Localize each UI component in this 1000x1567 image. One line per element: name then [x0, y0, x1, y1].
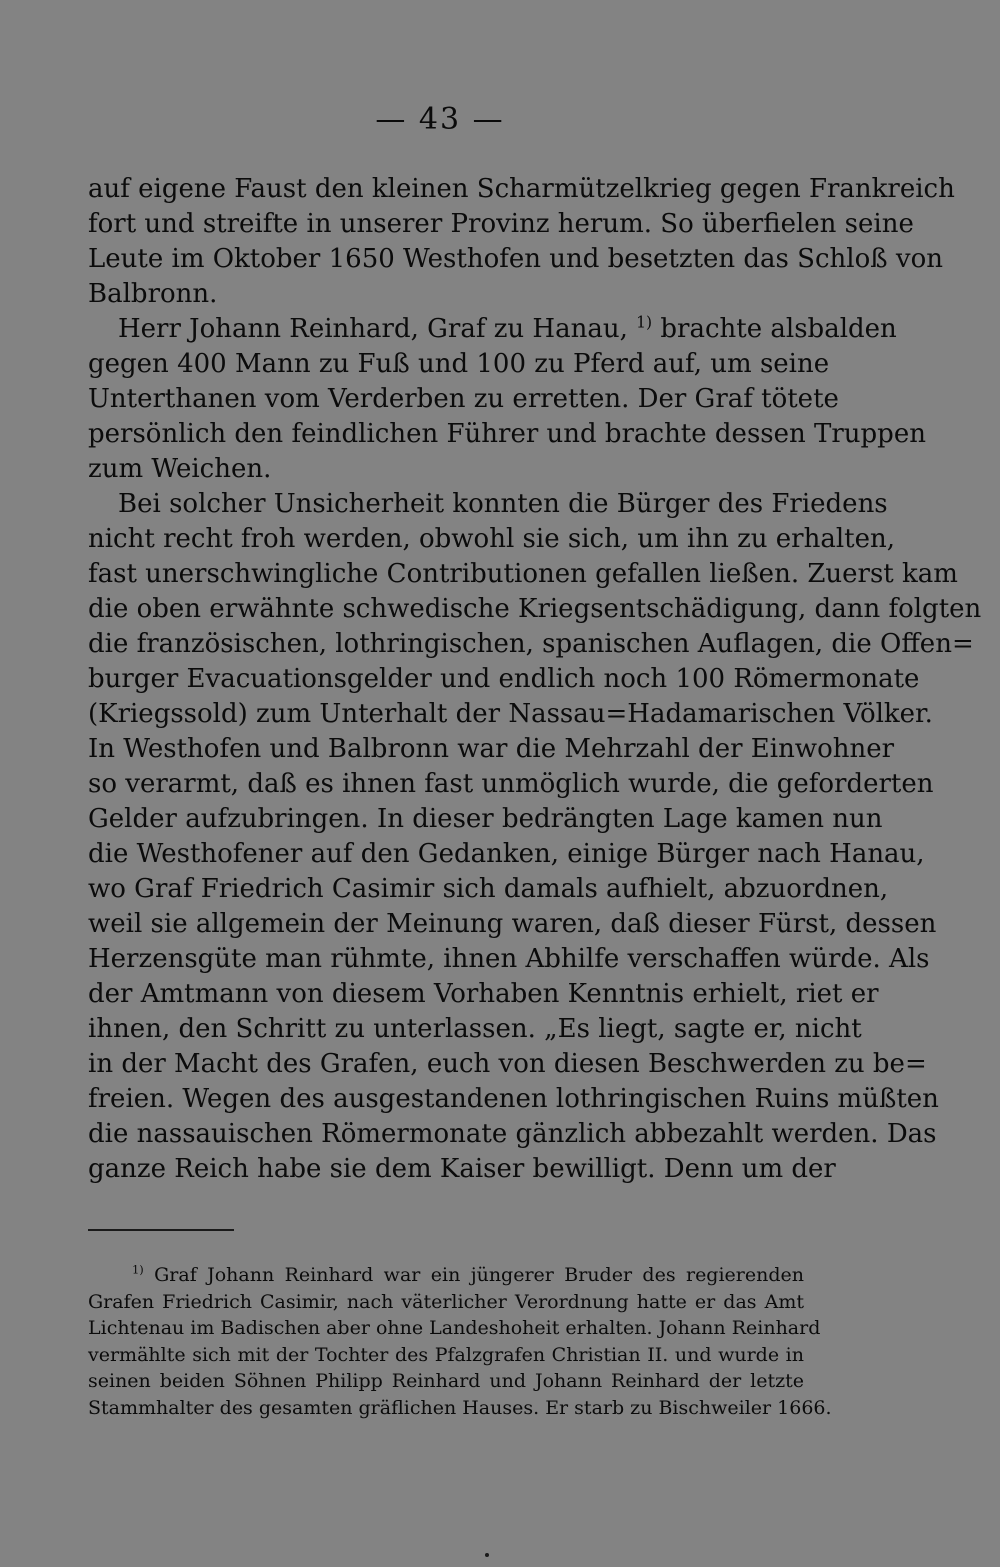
footnote-marker: 1) — [132, 1262, 144, 1277]
text-line: persönlich den feindlichen Führer und brachte dessen Truppen — [88, 419, 926, 449]
text-line: gegen 400 Mann zu Fuß und 100 zu Pferd auf, um seine — [88, 349, 830, 379]
text-line: fast unerschwingliche Contributionen gefallen ließen. Zuerst kam — [88, 559, 958, 589]
text-line: ganze Reich habe sie dem Kaiser bewilligt. Denn um der — [88, 1154, 836, 1184]
text-segment: brachte alsbalden — [660, 314, 897, 344]
footnote-line: Grafen Friedrich Casimir, nach väterlicher Verordnung hatte er das Amt — [88, 1290, 804, 1313]
text-line: Herzensgüte man rühmte, ihnen Abhilfe verschaffen würde. Als — [88, 944, 930, 974]
text-line: die oben erwähnte schwedische Kriegsentschädigung, dann folgten — [88, 594, 982, 624]
body-text — [88, 172, 982, 1187]
text-line: die nassauischen Römermonate gänzlich abbezahlt werden. Das — [88, 1119, 937, 1149]
text-line: weil sie allgemein der Meinung waren, daß dieser Fürst, dessen — [88, 909, 937, 939]
text-line: zum Weichen. — [88, 454, 272, 484]
text-line: in der Macht des Grafen, euch von diesen Beschwerden zu be= — [88, 1049, 927, 1079]
text-line: die Westhofener auf den Gedanken, einige Bürger nach Hanau, — [88, 839, 925, 869]
footnote-line: seinen beiden Söhnen Philipp Reinhard und Johann Reinhard der letzte — [88, 1370, 804, 1392]
text-line: auf eigene Faust den kleinen Scharmützelkrieg gegen Frankreich — [88, 174, 955, 204]
text-segment: Herr Johann Reinhard, Graf zu Hanau, — [118, 314, 628, 344]
text-line: ihnen, den Schritt zu unterlassen. „Es liegt, sagte er, nicht — [88, 1014, 862, 1044]
text-line: burger Evacuationsgelder und endlich noch 100 Römermonate — [88, 664, 920, 694]
text-line: so verarmt, daß es ihnen fast unmöglich wurde, die geforderten — [88, 769, 934, 799]
text-segment: Graf Johann Reinhard war ein jüngerer Bruder des regierenden — [154, 1264, 805, 1286]
text-line: Bei solcher Unsicherheit konnten die Bürger des Friedens — [118, 489, 888, 519]
footnote-line — [88, 1262, 804, 1289]
footnote-line: Stammhalter des gesamten gräflichen Hauses. Er starb zu Bischweiler 1666. — [88, 1396, 832, 1419]
text-line: In Westhofen und Balbronn war die Mehrzahl der Einwohner — [88, 734, 895, 764]
footnotes — [88, 1262, 832, 1421]
footnote-line: Lichtenau im Badischen aber ohne Landeshoheit erhalten. Johann Reinhard — [88, 1317, 821, 1339]
text-line: Gelder aufzubringen. In dieser bedrängten Lage kamen nun — [88, 804, 883, 834]
text-line: wo Graf Friedrich Casimir sich damals aufhielt, abzuordnen, — [88, 874, 889, 904]
text-line: freien. Wegen des ausgestandenen lothringischen Ruins müßten — [88, 1084, 939, 1114]
text-line: der Amtmann von diesem Vorhaben Kenntnis erhielt, riet er — [88, 979, 879, 1009]
print-speck — [485, 1553, 489, 1557]
footnote-divider — [88, 1229, 234, 1231]
footnote-reference: 1) — [636, 313, 653, 332]
page-number: — 43 — — [375, 102, 505, 137]
text-line — [88, 312, 897, 347]
text-line: Leute im Oktober 1650 Westhofen und besetzten das Schloß von — [88, 244, 943, 274]
text-line: Unterthanen vom Verderben zu erretten. Der Graf tötete — [88, 384, 839, 414]
text-line: (Kriegssold) zum Unterhalt der Nassau=Hadamarischen Völker. — [88, 699, 933, 729]
text-line: Balbronn. — [88, 279, 218, 309]
text-line: die französischen, lothringischen, spanischen Auflagen, die Offen= — [88, 629, 974, 659]
footnote-line: vermählte sich mit der Tochter des Pfalzgrafen Christian II. und wurde in — [88, 1343, 804, 1366]
text-line: fort und streifte in unserer Provinz herum. So überfielen seine — [88, 209, 914, 239]
text-line: nicht recht froh werden, obwohl sie sich, um ihn zu erhalten, — [88, 524, 896, 554]
